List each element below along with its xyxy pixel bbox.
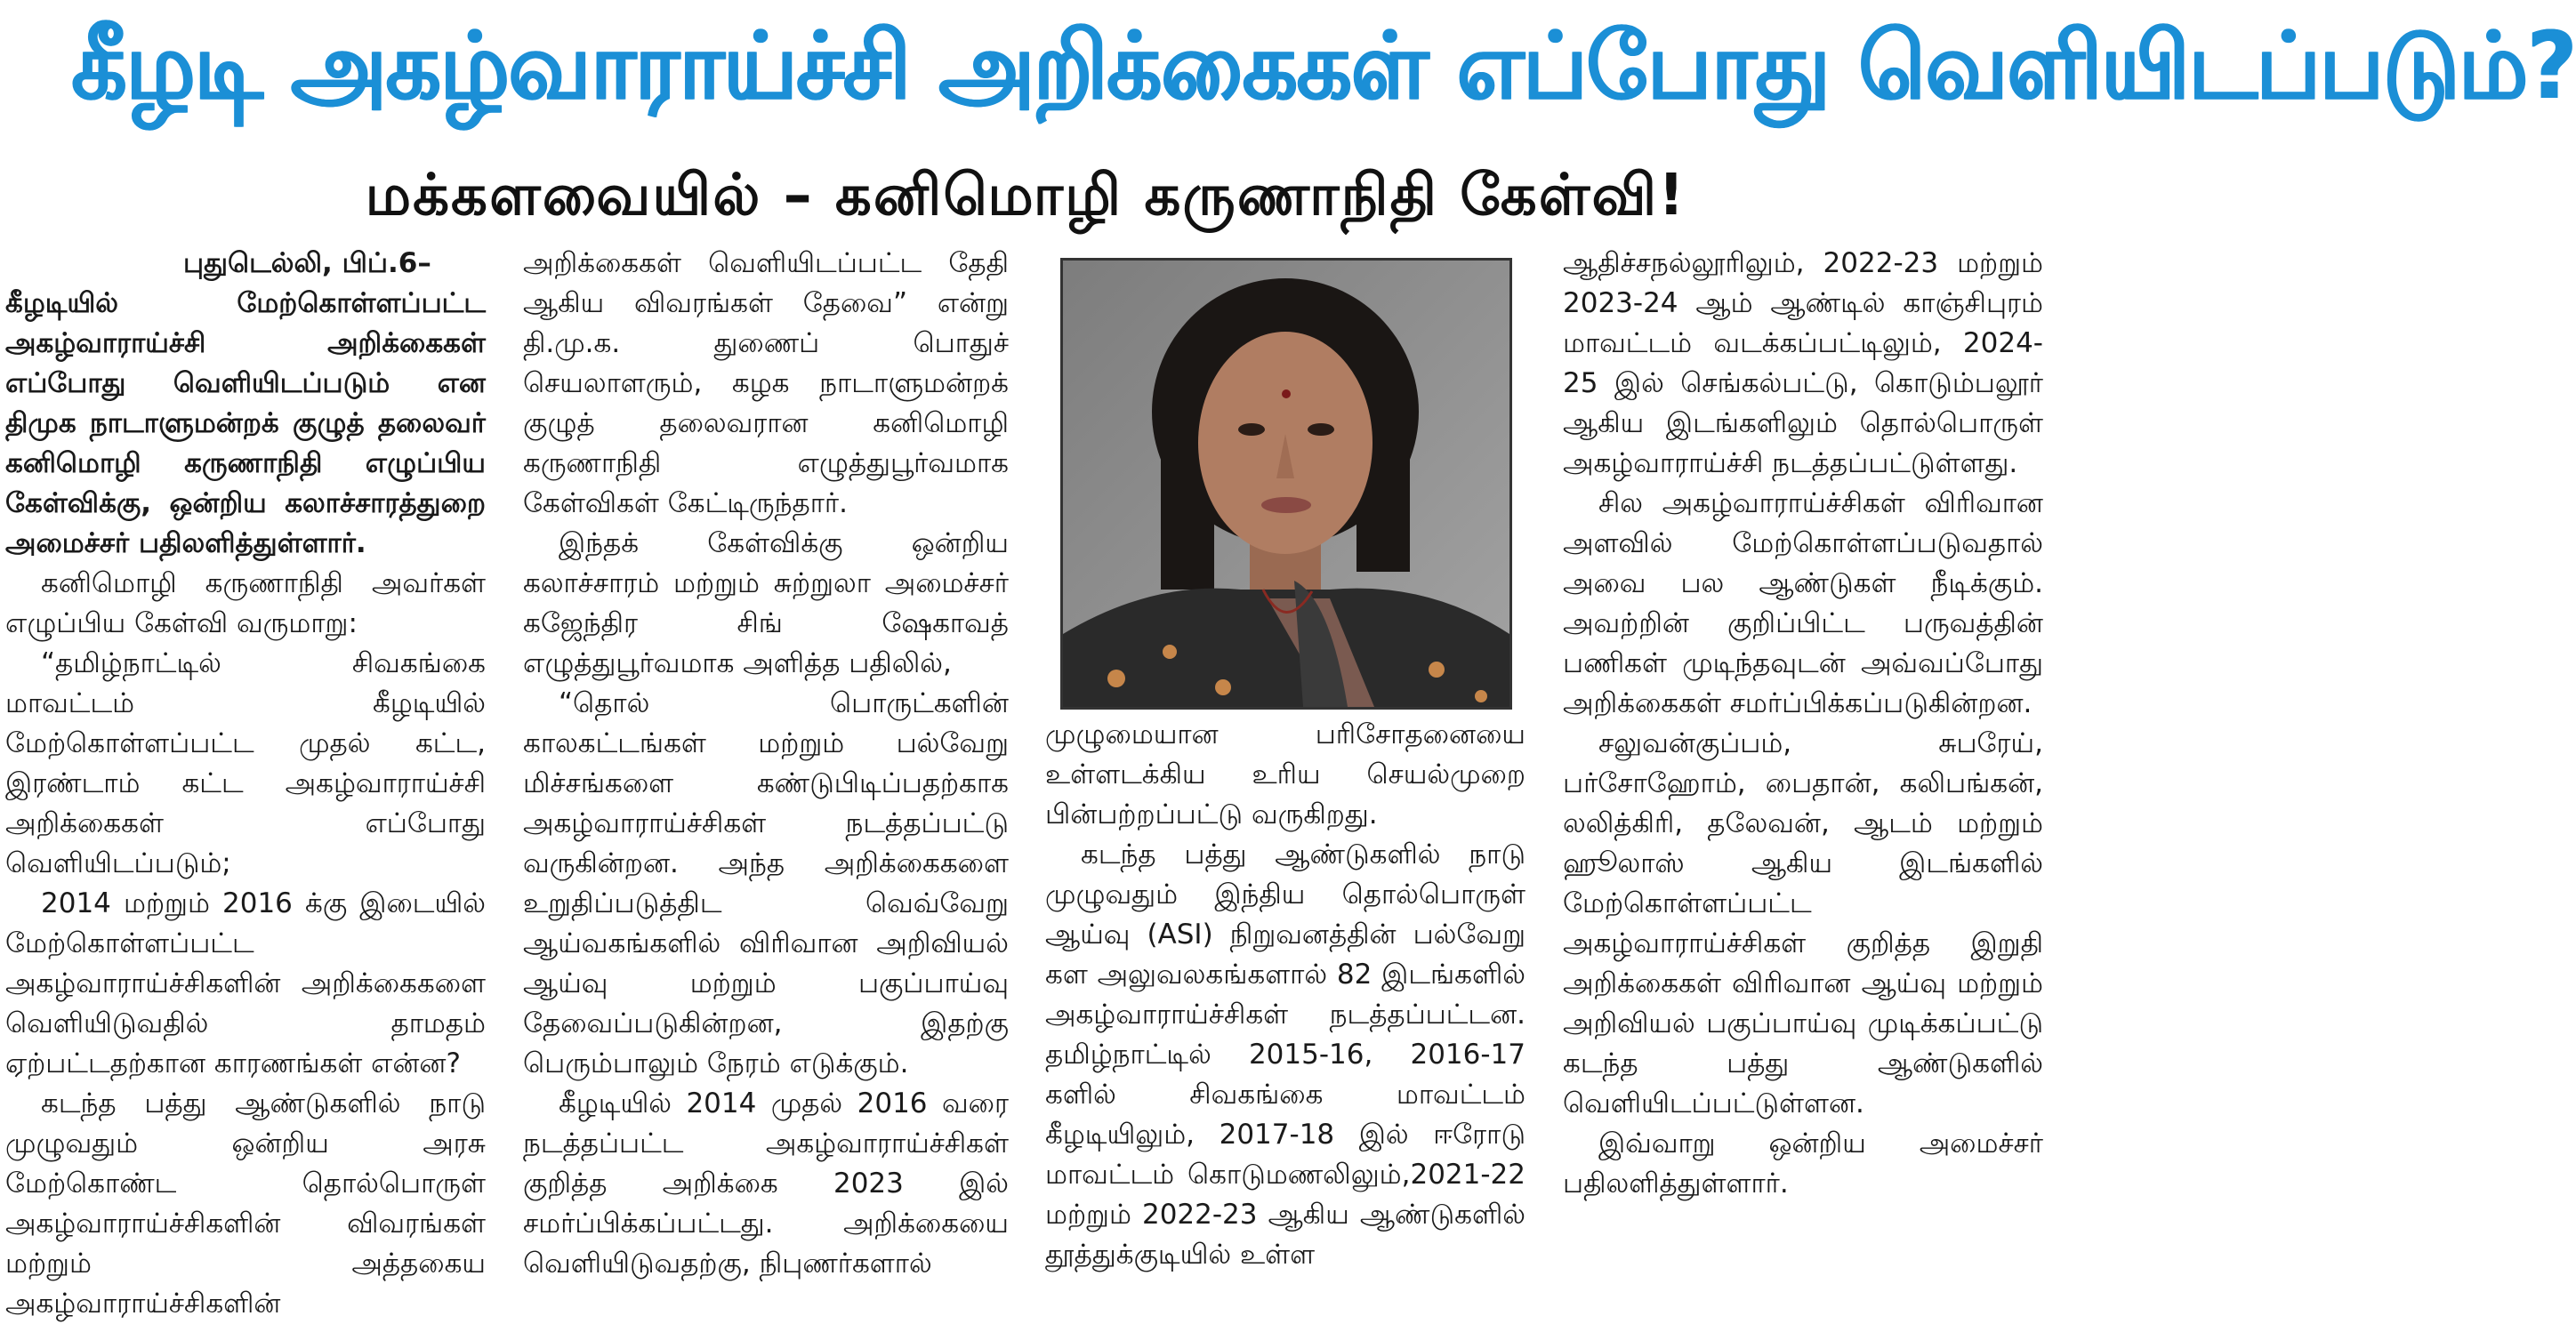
paragraph: 2014 மற்றும் 2016 க்கு இடையில் மேற்கொள்ளப்பட்ட அகழ்வாராய்ச்சிகளின் அறிக்கைகளை வெளியிடுவதில் தாமதம் ஏற்பட்டதற்கான காரணங்கள் என்ன? [5, 887, 486, 1079]
portrait-illustration [1063, 261, 1509, 707]
paragraph: கீழடியில் 2014 முதல் 2016 வரை நடத்தப்பட்ட அகழ்வாராய்ச்சிகள் குறித்த அறிக்கை 2023 இல் சமர்ப்பிக்கப்பட்டது. அறிக்கையை வெளியிடுவதற்கு, நிபுணர்களால் [523, 1087, 1009, 1280]
column-4 [1563, 244, 2043, 1304]
column-2 [523, 244, 1009, 1304]
paragraph: இவ்வாறு ஒன்றிய அமைச்சர் பதிலளித்துள்ளார். [1563, 1127, 2043, 1200]
dateline: புதுடெல்லி, பிப்.6– [183, 247, 431, 279]
paragraph: ஆதிச்சநல்லூரிலும், 2022-23 மற்றும் 2023-24 ஆம் ஆண்டில் காஞ்சிபுரம் மாவட்டம் வடக்கப்பட்டிலும், 2024-25 இல் செங்கல்பட்டு, கொடும்பலூர் ஆகிய இடங்களிலும் தொல்பொருள் அகழ்வாராய்ச்சி நடத்தப்பட்டுள்ளது. [1563, 247, 2043, 479]
subheadline: மக்களவையில் – கனிமொழி கருணாநிதி கேள்வி! [365, 163, 1686, 229]
paragraph: இந்தக் கேள்விக்கு ஒன்றிய கலாச்சாரம் மற்றும் சுற்றுலா அமைச்சர் கஜேந்திர சிங் ஷேகாவத் எழுத்துபூர்வமாக அளித்த பதிலில், [523, 527, 1009, 679]
portrait-photo [1060, 258, 1512, 710]
paragraph: அறிக்கைகள் வெளியிடப்பட்ட தேதி ஆகிய விவரங்கள் தேவை” என்று தி.மு.க. துணைப் பொதுச் செயலாளரும், கழக நாடாளுமன்றக் குழுத் தலைவரான கனிமொழி கருணாநிதி எழுத்துபூர்வமாக கேள்விகள் கேட்டிருந்தார். [523, 247, 1009, 519]
column-1 [5, 244, 486, 1320]
headline: கீழடி அகழ்வாராய்ச்சி அறிக்கைகள் எப்போது வெளியிடப்படும்? [71, 12, 2576, 120]
paragraph: கனிமொழி கருணாநிதி அவர்கள் எழுப்பிய கேள்வி வருமாறு: [5, 567, 486, 639]
paragraph: “தமிழ்நாட்டில் சிவகங்கை மாவட்டம் கீழடியில் மேற்கொள்ளப்பட்ட முதல் கட்ட, இரண்டாம் கட்ட அகழ்வாராய்ச்சி அறிக்கைகள் எப்போது வெளியிடப்படும்; [5, 647, 486, 879]
paragraph: சலுவன்குப்பம், சுபரேய், பர்சோஹோம், பைதான், கலிபங்கன், லலித்கிரி, தலேவன், ஆடம் மற்றும் ஹூலாஸ் ஆகிய இடங்களில் மேற்கொள்ளப்பட்ட அகழ்வாராய்ச்சிகள் குறித்த இறுதி அறிக்கைகள் விரிவான ஆய்வு மற்றும் அறிவியல் பகுப்பாய்வு முடிக்கப்பட்டு கடந்த பத்து ஆண்டுகளில் வெளியிடப்பட்டுள்ளன. [1563, 727, 2043, 1119]
column-3 [1045, 715, 1525, 1304]
paragraph: கடந்த பத்து ஆண்டுகளில் நாடு முழுவதும் ஒன்றிய அரசு மேற்கொண்ட தொல்பொருள் அகழ்வாராய்ச்சிகளின் விவரங்கள் மற்றும் அத்தகைய அகழ்வாராய்ச்சிகளின் [5, 1087, 486, 1320]
paragraph: முழுமையான பரிசோதனையை உள்ளடக்கிய உரிய செயல்முறை பின்பற்றப்பட்டு வருகிறது. [1045, 718, 1525, 831]
paragraph: “தொல் பொருட்களின் காலகட்டங்கள் மற்றும் பல்வேறு மிச்சங்களை கண்டுபிடிப்பதற்காக அகழ்வாராய்ச்சிகள் நடத்தப்பட்டு வருகின்றன. அந்த அறிக்கைகளை உறுதிப்படுத்திட வெவ்வேறு ஆய்வகங்களில் விரிவான அறிவியல் ஆய்வு மற்றும் பகுப்பாய்வு தேவைப்படுகின்றன, இதற்கு பெரும்பாலும் நேரம் எடுக்கும். [523, 687, 1009, 1079]
paragraph: கடந்த பத்து ஆண்டுகளில் நாடு முழுவதும் இந்திய தொல்பொருள் ஆய்வு (ASI) நிறுவனத்தின் பல்வேறு கள அலுவலகங்களால் 82 இடங்களில் அகழ்வாராய்ச்சிகள் நடத்தப்பட்டன. தமிழ்நாட்டில் 2015-16, 2016-17 களில் சிவகங்கை மாவட்டம் கீழடியிலும், 2017-18 இல் ஈரோடு மாவட்டம் கொடுமணலிலும்,2021-22 மற்றும் 2022-23 ஆகிய ஆண்டுகளில் தூத்துக்குடியில் உள்ள [1045, 839, 1525, 1271]
paragraph: சில அகழ்வாராய்ச்சிகள் விரிவான அளவில் மேற்கொள்ளப்படுவதால் அவை பல ஆண்டுகள் நீடிக்கும். அவற்றின் குறிப்பிட்ட பருவத்தின் பணிகள் முடிந்தவுடன் அவ்வப்போது அறிக்கைகள் சமர்ப்பிக்கப்படுகின்றன. [1563, 487, 2043, 719]
intro-paragraph: கீழடியில் மேற்கொள்ளப்பட்ட அகழ்வாராய்ச்சி அறிக்கைகள் எப்போது வெளியிடப்படும் என திமுக நாடாளுமன்றக் குழுத் தலைவர் கனிமொழி கருணாநிதி எழுப்பிய கேள்விக்கு, ஒன்றிய கலாச்சாரத்துறை அமைச்சர் பதிலளித்துள்ளார். [5, 287, 486, 559]
